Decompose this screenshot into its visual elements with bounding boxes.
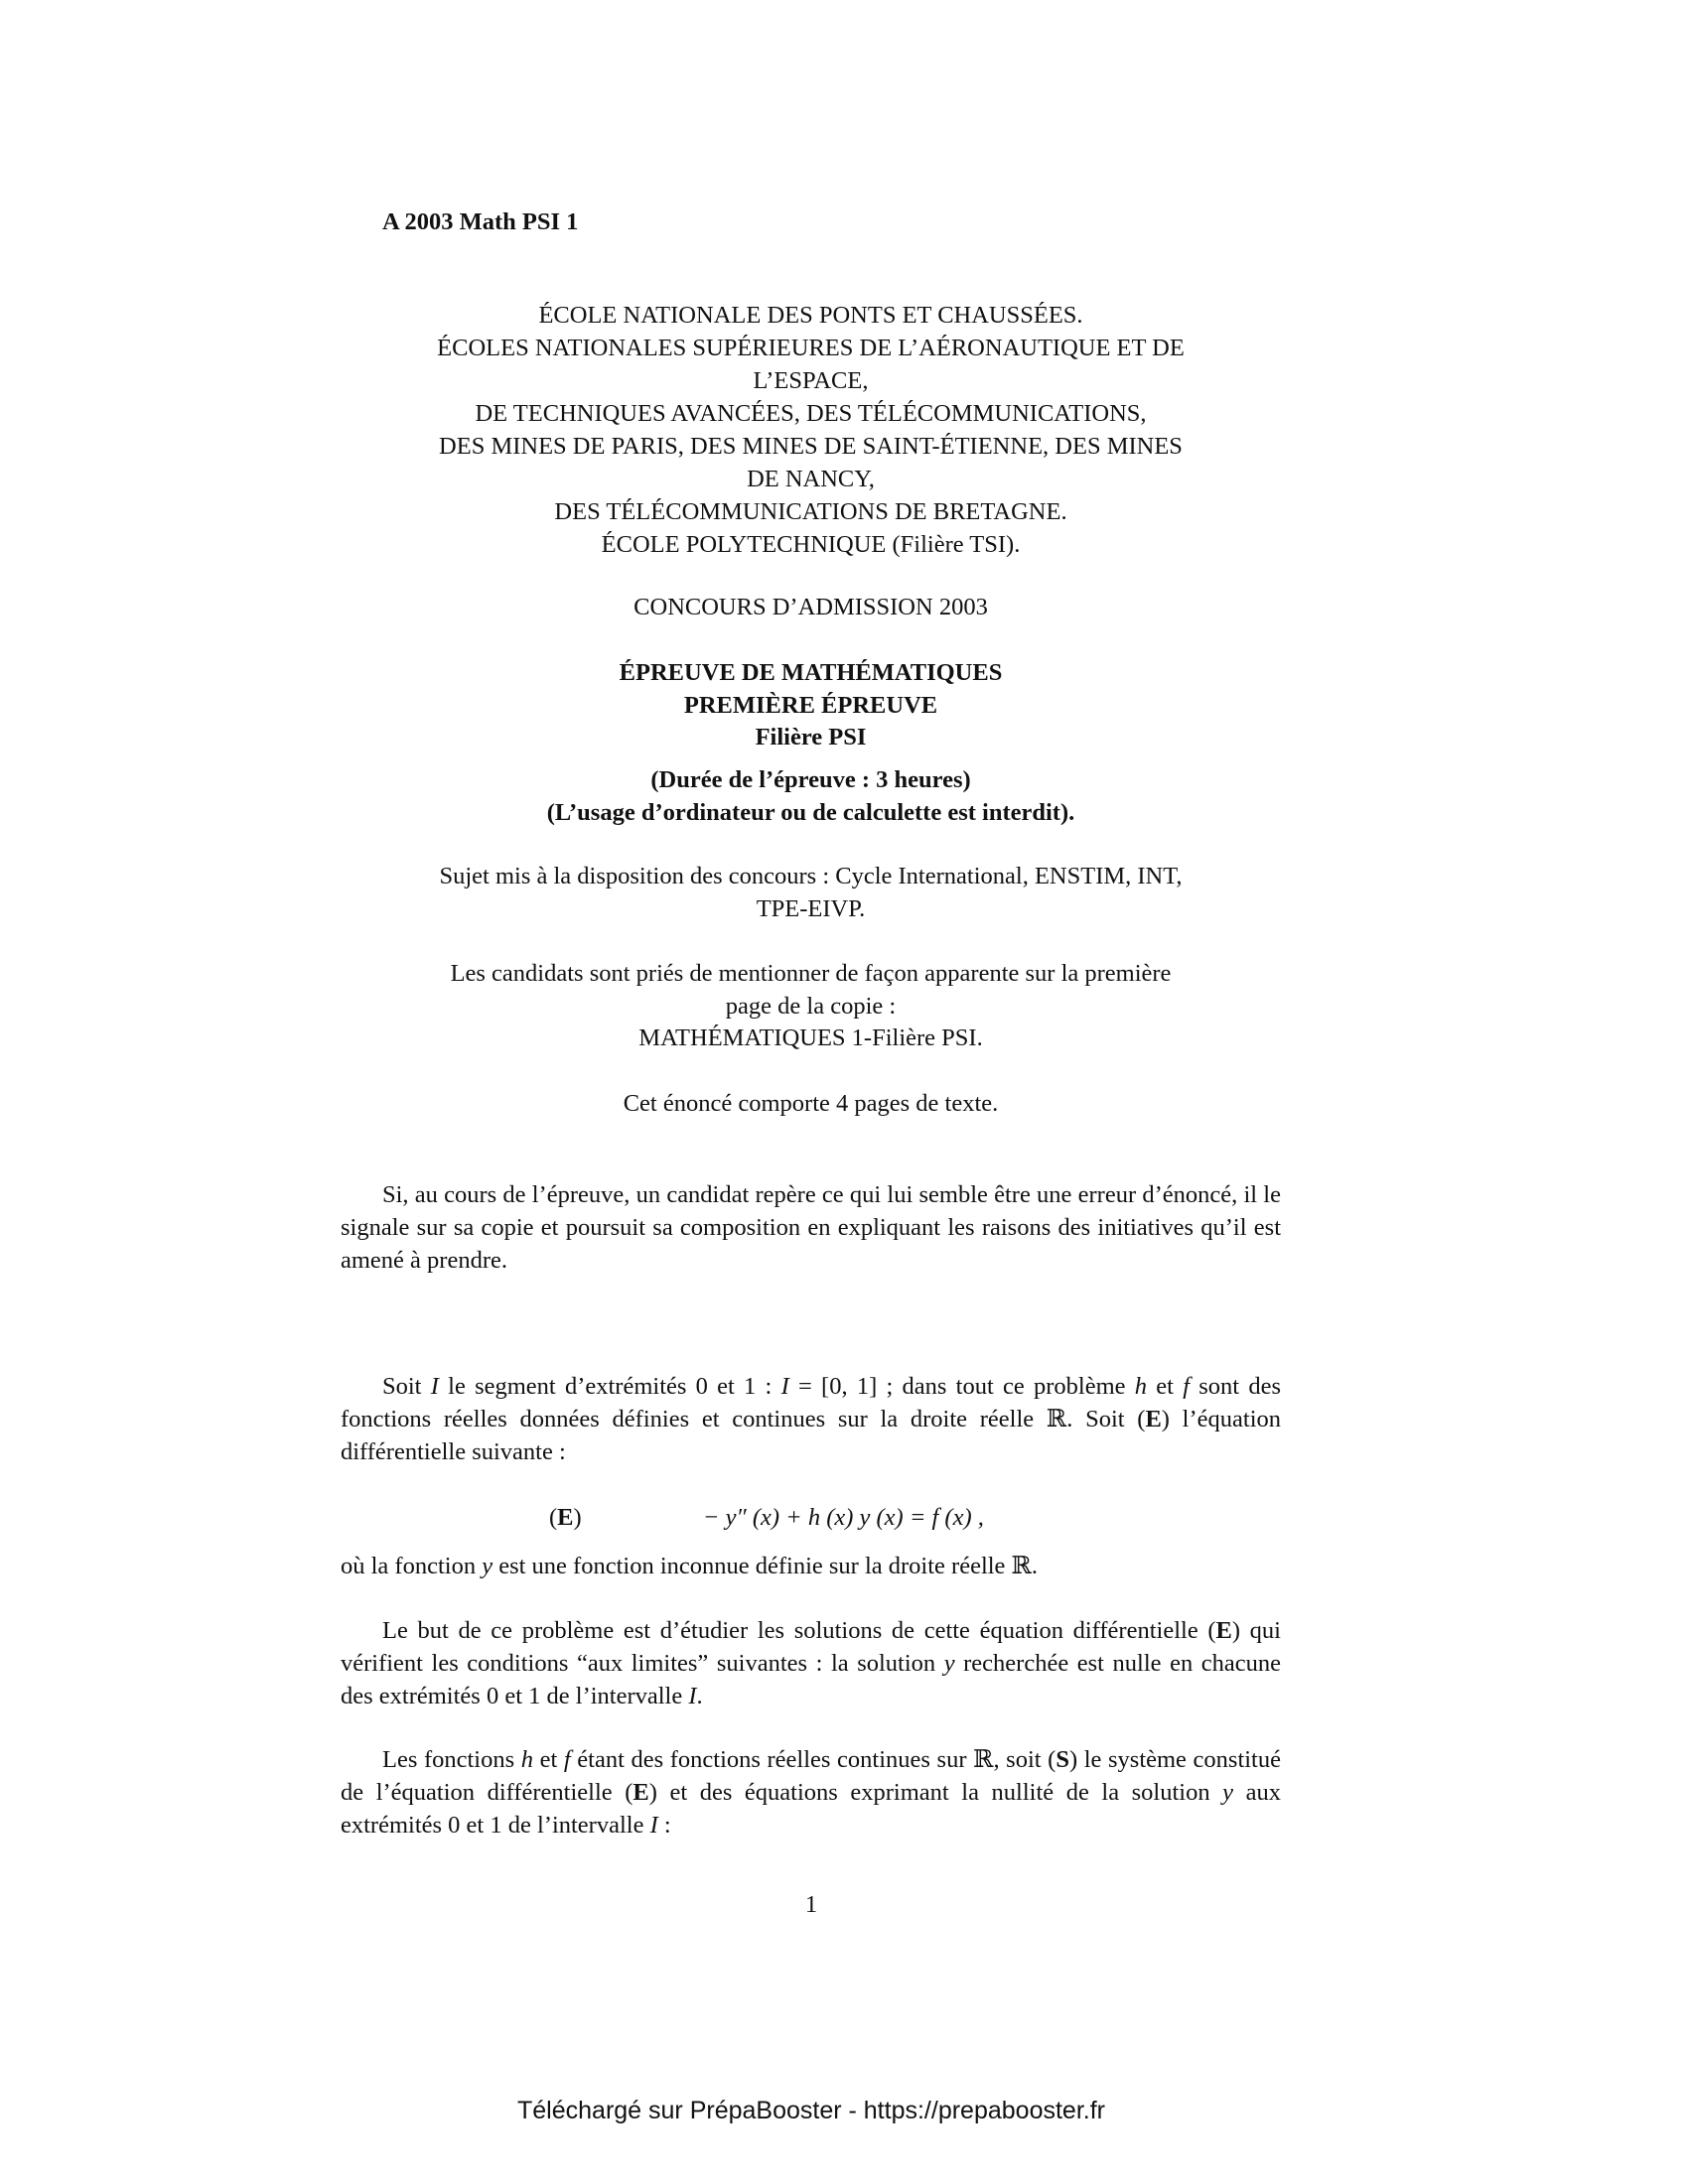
school-line: ÉCOLE POLYTECHNIQUE (Filière TSI). bbox=[601, 531, 1021, 558]
paragraph-goal bbox=[341, 1614, 1281, 1712]
equation-ref: S bbox=[1055, 1746, 1069, 1773]
math-symbol: I bbox=[430, 1373, 439, 1400]
equation-ref: E bbox=[1215, 1617, 1232, 1644]
math-symbol: h bbox=[520, 1746, 533, 1773]
calculator-rule: (L’usage d’ordinateur ou de calculette est interdit). bbox=[546, 799, 1075, 826]
text-run: et bbox=[533, 1746, 564, 1773]
text-run: Les fonctions bbox=[382, 1746, 521, 1773]
school-line: DES MINES DE PARIS, DES MINES DE SAINT-ÉTIENNE, DES MINES bbox=[439, 433, 1183, 460]
download-footer: Téléchargé sur PrépaBooster - https://prepabooster.fr bbox=[517, 2097, 1105, 2124]
instruction-line: page de la copie : bbox=[725, 992, 897, 1020]
school-line: L’ESPACE, bbox=[753, 367, 869, 394]
school-line: DE NANCY, bbox=[747, 466, 875, 492]
candidats-instructions bbox=[341, 958, 1281, 1055]
title-line: PREMIÈRE ÉPREUVE bbox=[683, 691, 938, 719]
math-symbol: I bbox=[649, 1812, 658, 1839]
paragraph-errors bbox=[341, 1178, 1281, 1277]
text-run: où la fonction bbox=[341, 1553, 483, 1579]
concours: CONCOURS D’ADMISSION 2003 bbox=[633, 594, 988, 620]
title-line: Filière PSI bbox=[755, 724, 867, 751]
paragraph-unknown bbox=[341, 1550, 1281, 1582]
math-symbol: I bbox=[780, 1373, 789, 1400]
schools-list bbox=[341, 299, 1281, 561]
text-run: et bbox=[1147, 1373, 1184, 1400]
text-run: le segment d’extrémités 0 et 1 : bbox=[438, 1373, 781, 1400]
equation-formula: − y″ (x) + h (x) y (x) = f (x) , bbox=[703, 1504, 984, 1531]
school-line: ÉCOLES NATIONALES SUPÉRIEURES DE L’AÉRONAUTIQUE ET DE bbox=[437, 335, 1185, 361]
text-run: = [0, 1] ; dans tout ce problème bbox=[788, 1373, 1135, 1400]
text-run: étant des fonctions réelles continues sur ℝ, soit ( bbox=[570, 1746, 1056, 1773]
math-symbol: h bbox=[1134, 1373, 1148, 1400]
duration bbox=[341, 763, 1281, 829]
text-run: recherchée est nulle en chacune des extrémités 0 et 1 de l’intervalle bbox=[341, 1650, 1281, 1709]
math-symbol: y bbox=[943, 1650, 955, 1677]
math-symbol: y bbox=[1222, 1779, 1234, 1806]
equation-label-letter: E bbox=[557, 1504, 574, 1531]
school-line: DES TÉLÉCOMMUNICATIONS DE BRETAGNE. bbox=[554, 498, 1067, 525]
text-run: Soit bbox=[382, 1373, 431, 1400]
duration-line: (Durée de l’épreuve : 3 heures) bbox=[650, 766, 971, 793]
instruction-line: Les candidats sont priés de mentionner de façon apparente sur la première bbox=[450, 960, 1172, 987]
equation-ref: E bbox=[633, 1779, 649, 1806]
text-run: sont des fonctions réelles données définies et continues sur la droite réelle ℝ. Soit ( bbox=[341, 1373, 1281, 1433]
page-count: Cet énoncé comporte 4 pages de texte. bbox=[623, 1090, 999, 1117]
sujet bbox=[341, 860, 1281, 925]
school-line: DE TECHNIQUES AVANCÉES, DES TÉLÉCOMMUNICATIONS, bbox=[475, 400, 1147, 427]
text-run: ) et des équations exprimant la nullité de la solution bbox=[648, 1779, 1223, 1806]
exam-title bbox=[341, 657, 1281, 754]
instruction-line: MATHÉMATIQUES 1-Filière PSI. bbox=[638, 1024, 983, 1051]
equation-label: (E) bbox=[549, 1504, 582, 1531]
math-symbol: f bbox=[1183, 1373, 1191, 1400]
text-run: Si, au cours de l’épreuve, un candidat repère ce qui lui semble être une erreur d’énoncé, il le signale sur sa copie et poursuit sa composition en expliquant les raisons des initiatives qu’il est amené à prendre. bbox=[341, 1181, 1281, 1274]
text-run: ) qui vérifient les conditions “aux limites” suivantes : la solution bbox=[341, 1617, 1281, 1677]
exam-code: A 2003 Math PSI 1 bbox=[382, 208, 579, 235]
text-run: ) l’équation différentielle suivante : bbox=[341, 1406, 1282, 1465]
paragraph-system bbox=[341, 1743, 1281, 1842]
math-symbol: f bbox=[563, 1746, 571, 1773]
school-line: ÉCOLE NATIONALE DES PONTS ET CHAUSSÉES. bbox=[538, 302, 1083, 329]
sujet-line: TPE-EIVP. bbox=[756, 895, 866, 922]
text-run: aux extrémités 0 et 1 de l’intervalle bbox=[341, 1779, 1281, 1839]
math-symbol: y bbox=[482, 1553, 493, 1579]
title-line: ÉPREUVE DE MATHÉMATIQUES bbox=[619, 659, 1003, 686]
text-run: : bbox=[657, 1812, 671, 1839]
page-number: 1 bbox=[804, 1891, 818, 1918]
text-run: . bbox=[696, 1683, 703, 1709]
equation-ref: E bbox=[1145, 1406, 1162, 1433]
paragraph-intro bbox=[341, 1370, 1281, 1468]
sujet-line: Sujet mis à la disposition des concours : Cycle International, ENSTIM, INT, bbox=[439, 863, 1183, 889]
text-run: est une fonction inconnue définie sur la droite réelle ℝ. bbox=[492, 1553, 1039, 1579]
text-run: Le but de ce problème est d’étudier les solutions de cette équation différentielle ( bbox=[382, 1617, 1216, 1644]
text-run: ) le système constitué de l’équation différentielle ( bbox=[341, 1746, 1281, 1806]
math-symbol: I bbox=[688, 1683, 697, 1709]
